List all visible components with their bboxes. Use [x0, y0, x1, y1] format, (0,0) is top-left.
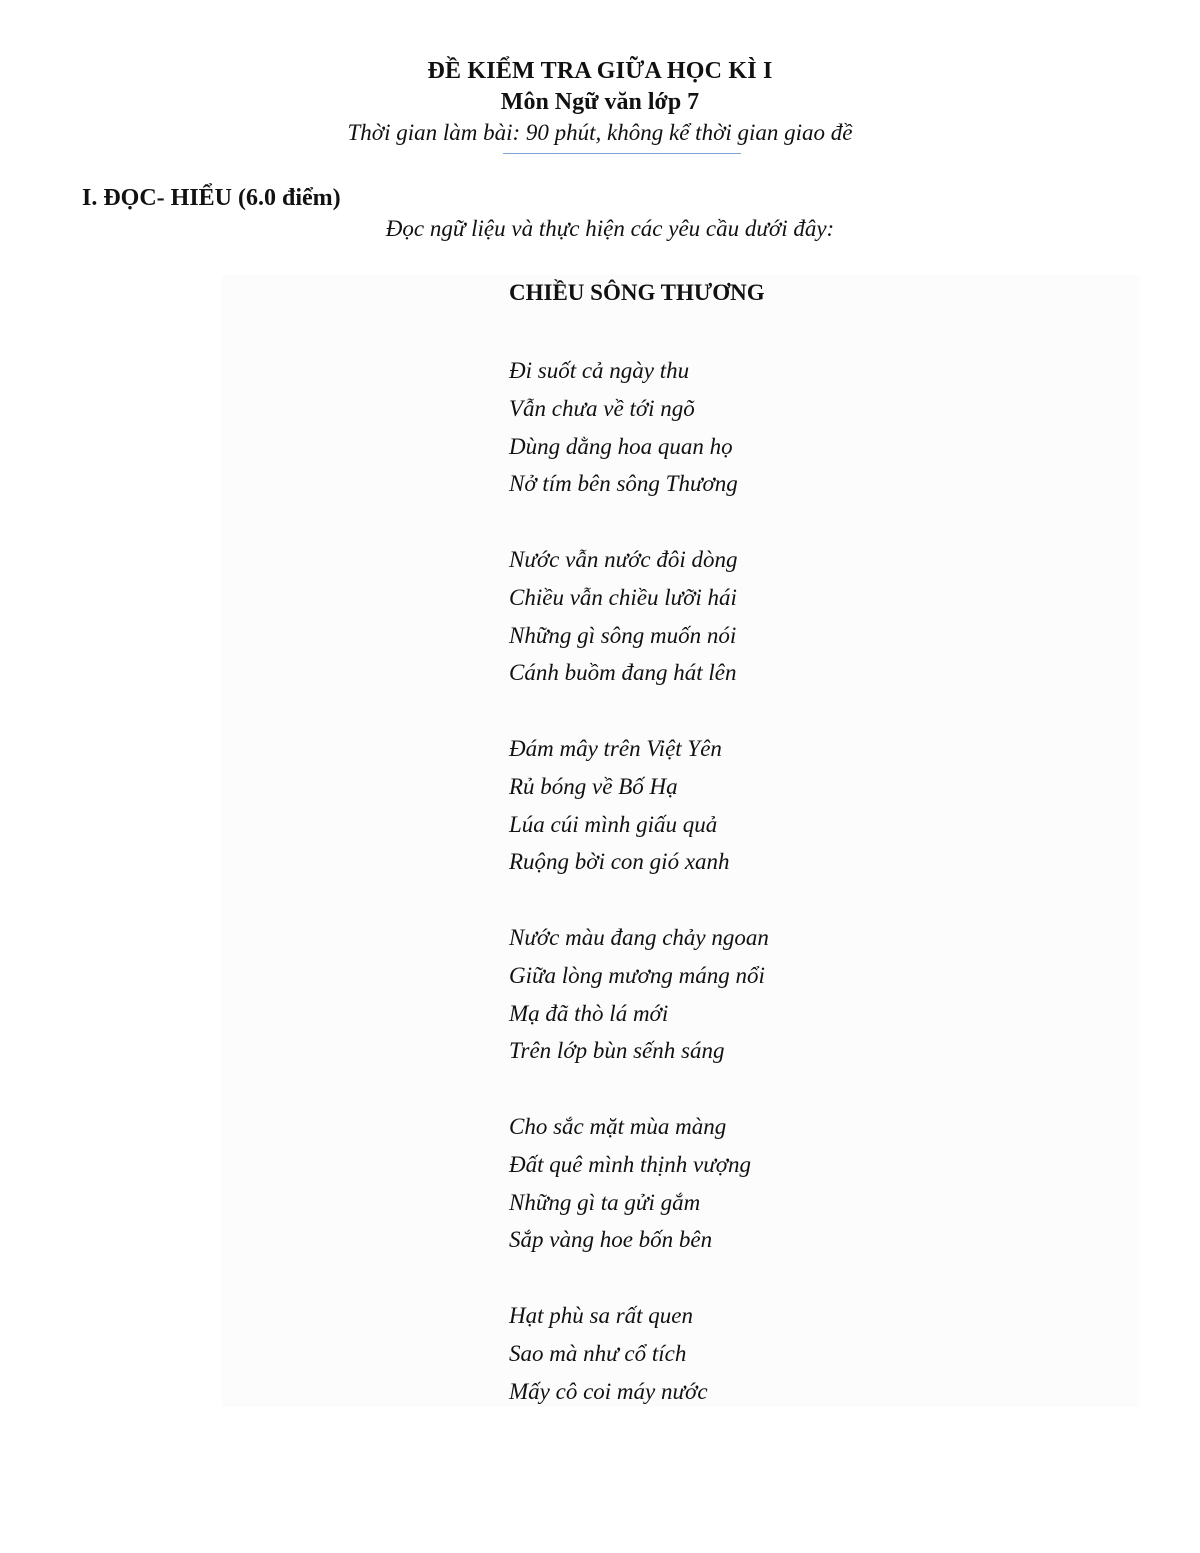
poem-line: Những gì ta gửi gắm: [509, 1189, 701, 1215]
poem-line: Nước màu đang chảy ngoan: [509, 924, 769, 950]
poem-title: CHIỀU SÔNG THƯƠNG: [509, 280, 765, 305]
poem-stanza: [509, 355, 769, 506]
poem-stanza: [509, 544, 769, 695]
exam-title: ĐỀ KIỂM TRA GIỮA HỌC KÌ I: [427, 58, 773, 84]
poem-line: Cánh buồm đang hát lên: [509, 660, 737, 686]
poem-stanza: [509, 1111, 769, 1262]
poem-line: Trên lớp bùn sếnh sáng: [509, 1038, 725, 1064]
section-heading: I. ĐỌC- HIỂU (6.0 điểm): [82, 185, 341, 211]
poem-line: Lúa cúi mình giấu quả: [509, 811, 718, 837]
instruction-text: Đọc ngữ liệu và thực hiện các yêu cầu dưới đây:: [385, 216, 835, 241]
poem-line: Những gì sông muốn nói: [509, 622, 737, 648]
poem-stanza: [509, 1300, 769, 1413]
subject-line: Môn Ngữ văn lớp 7: [500, 89, 700, 115]
poem-line: Sắp vàng hoe bốn bên: [509, 1227, 713, 1253]
poem-line: Sao mà như cổ tích: [509, 1340, 687, 1366]
poem-line: Nở tím bên sông Thương: [509, 471, 738, 497]
poem-line: Mạ đã thò lá mới: [509, 1000, 669, 1026]
poem-line: Dùng dằng hoa quan họ: [509, 433, 733, 459]
poem-line: Vẫn chưa về tới ngõ: [509, 395, 695, 421]
poem-line: Giữa lòng mương máng nổi: [509, 962, 765, 988]
poem-line: Đất quê mình thịnh vượng: [509, 1151, 752, 1177]
poem-line: Đám mây trên Việt Yên: [509, 735, 722, 761]
poem-line: Ruộng bời con gió xanh: [509, 849, 730, 875]
poem-line: Mấy cô coi máy nước: [509, 1378, 708, 1404]
time-note: Thời gian làm bài: 90 phút, không kể thời gian giao đề: [347, 120, 853, 145]
poem-line: Nước vẫn nước đôi dòng: [509, 546, 738, 572]
poem-stanza: [509, 922, 769, 1073]
poem-line: Rủ bóng về Bố Hạ: [509, 773, 678, 799]
poem-stanza: [509, 733, 769, 884]
poem-line: Cho sắc mặt mùa màng: [509, 1113, 727, 1139]
spellcheck-underline: [503, 153, 741, 154]
poem-line: Đi suốt cả ngày thu: [509, 358, 690, 383]
poem-body: [509, 355, 769, 1451]
poem-line: Chiều vẫn chiều lưỡi hái: [509, 584, 737, 610]
poem-line: Hạt phù sa rất quen: [509, 1302, 693, 1328]
